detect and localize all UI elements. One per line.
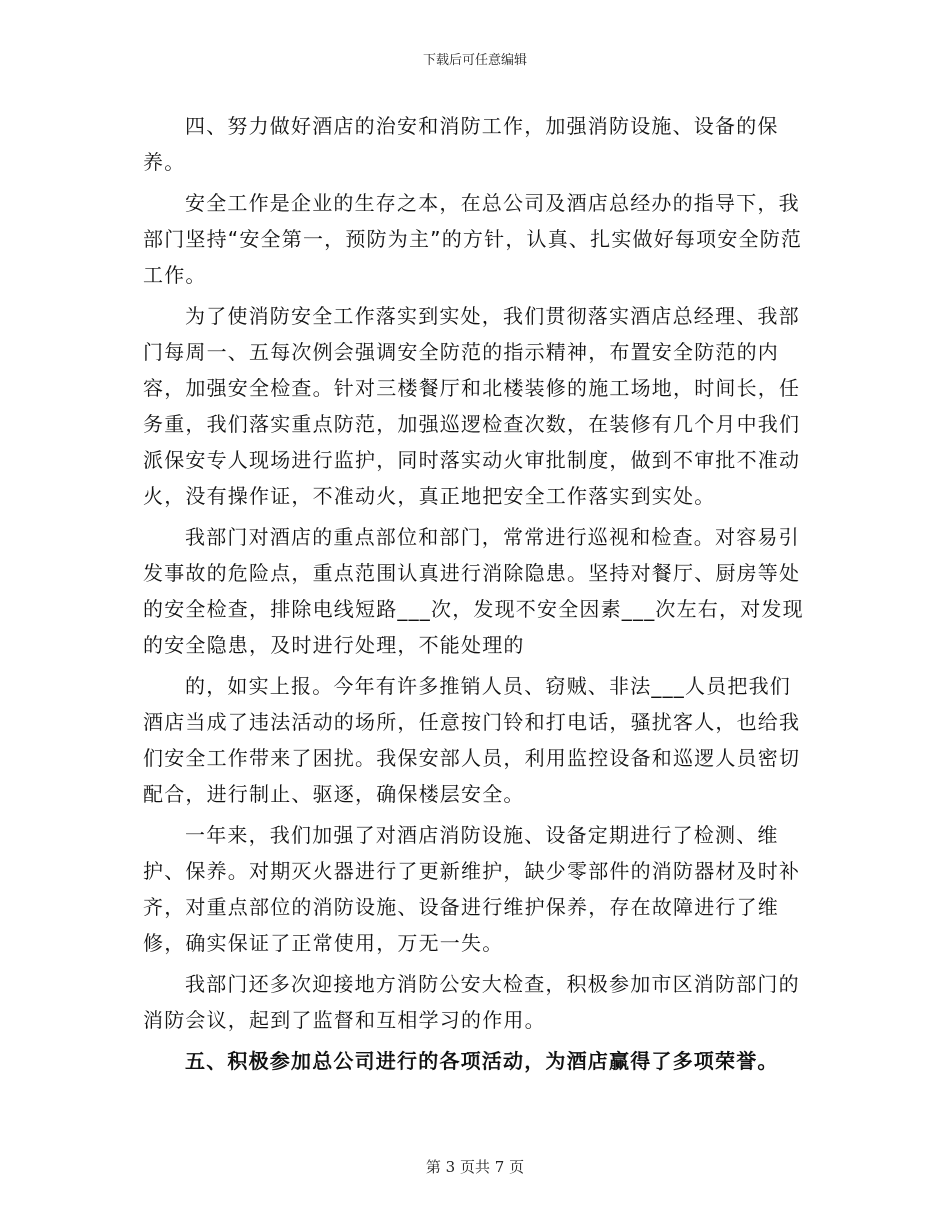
page-number: 第 3 页共 7 页 [425,1158,525,1176]
paragraph-reporting: 的，如实上报。今年有许多推销人员、窃贼、非法___人员把我们酒店当成了违法活动的场所，任意按门铃和打电话，骚扰客人，也给我们安全工作带来了困扰。我保安部人员，利用监控设备和巡逻人员密切配合，进行制止、驱逐，确保楼层安全。 [143,674,801,806]
paragraph-inspection: 我部门对酒店的重点部位和部门，常常进行巡视和检查。对容易引发事故的危险点，重点范围认真进行消除隐患。坚持对餐厅、厨房等处的安全检查，排除电线短路___次，发现不安全因素___次左右，对发现的安全隐患，及时进行处理，不能处理的 [143,525,804,657]
section-heading-4: 四、努力做好酒店的治安和消防工作，加强消防设施、设备的保养。 [143,114,779,174]
section-heading-5: 五、积极参加总公司进行的各项活动，为酒店赢得了多项荣誉。 [185,1049,779,1073]
document-body [143,108,808,1084]
paragraph-safety-intro: 安全工作是企业的生存之本，在总公司及酒店总经办的指导下，我部门坚持“安全第一，预防为主”的方针，认真、扎实做好每项安全防范工作。 [143,191,803,287]
paragraph-fire-safety: 为了使消防安全工作落实到实处，我们贯彻落实酒店总经理、我部门每周一、五每次例会强调安全防范的指示精神，布置安全防范的内容，加强安全检查。针对三楼餐厅和北楼装修的施工场地，时间长，任务重，我们落实重点防范，加强巡逻检查次数，在装修有几个月中我们派保安专人现场进行监护，同时落实动火审批制度，做到不审批不准动火，没有操作证，不准动火，真正地把安全工作落实到实处。 [143,304,801,508]
paragraph-maintenance: 一年来，我们加强了对酒店消防设施、设备定期进行了检测、维护、保养。对期灭火器进行了更新维护，缺少零部件的消防器材及时补齐，对重点部位的消防设施、设备进行维护保养，存在故障进行了维修，确实保证了正常使用，万无一失。 [143,823,801,955]
page-header-note: 下载后可任意编辑 [422,53,527,68]
paragraph-inspections-external: 我部门还多次迎接地方消防公安大检查，积极参加市区消防部门的消防会议，起到了监督和互相学习的作用。 [143,972,800,1032]
